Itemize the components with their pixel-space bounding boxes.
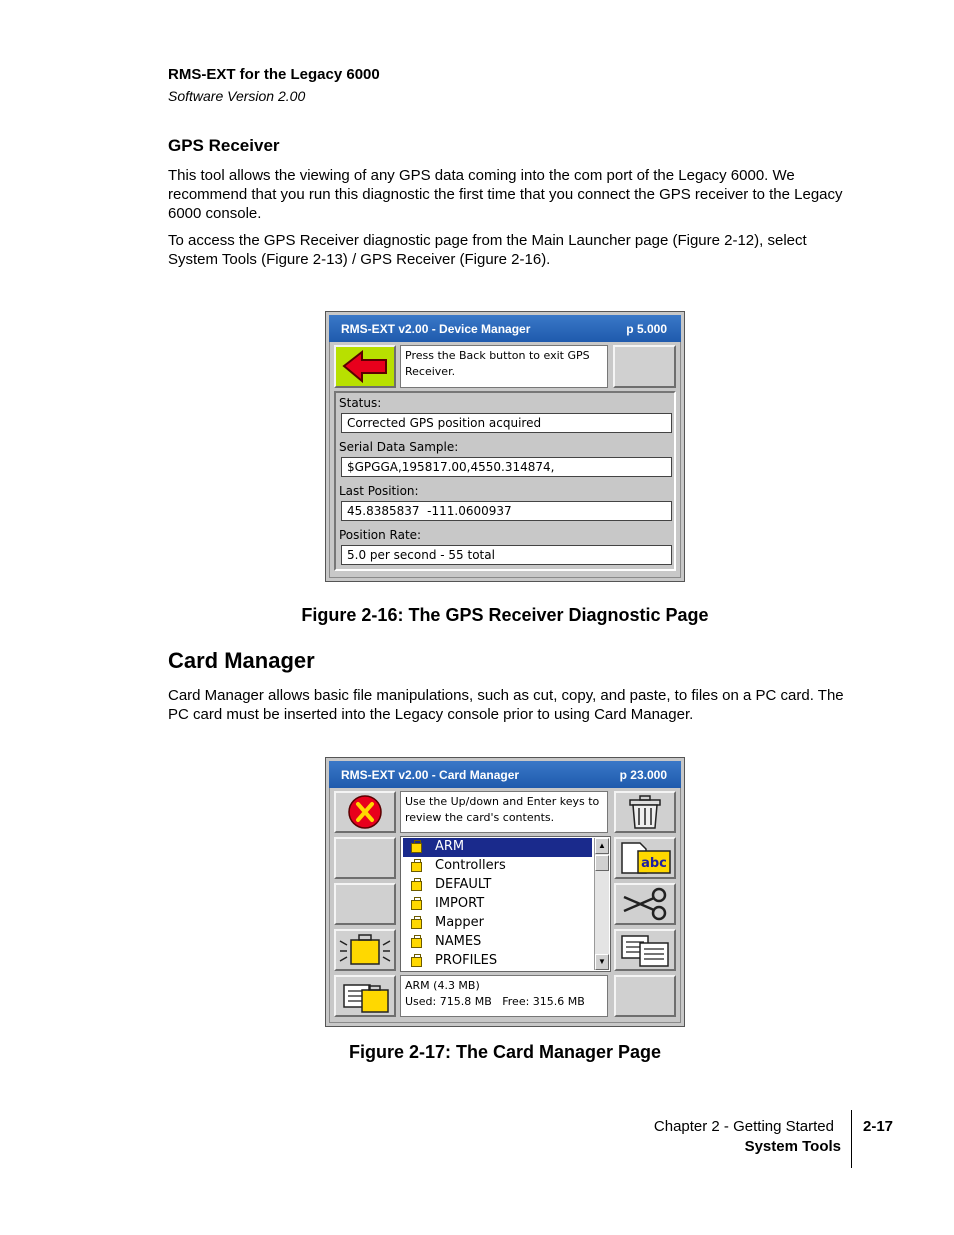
serial-data-field: $GPGGA,195817.00,4550.314874,	[341, 457, 672, 477]
folder-item[interactable]: Controllers	[403, 857, 592, 876]
serial-data-label: Serial Data Sample:	[339, 440, 459, 454]
status-field: Corrected GPS position acquired	[341, 413, 672, 433]
trash-can-icon	[616, 793, 674, 831]
card-usage: Used: 715.8 MB Free: 315.6 MB	[405, 995, 585, 1008]
scissors-icon	[616, 885, 674, 923]
rename-button[interactable]	[614, 837, 676, 879]
card-manager-heading: Card Manager	[168, 648, 315, 673]
red-x-icon	[336, 793, 394, 831]
card-window-title: RMS-EXT v2.00 - Card Manager	[341, 768, 520, 782]
cut-button[interactable]	[614, 883, 676, 925]
folder-item[interactable]: IMPORT	[403, 895, 592, 914]
last-position-field: 45.8385837 -111.0600937	[341, 501, 672, 521]
gps-paragraph-2: To access the GPS Receiver diagnostic page from the Main Launcher page (Figure 2-12), select System Tools (Figure 2-13) / GPS Receiver (Figure 2-16).	[168, 232, 807, 268]
card-page-number: p 23.000	[619, 768, 667, 782]
folder-icon	[411, 957, 422, 967]
card-info-box	[400, 975, 608, 1017]
delete-button[interactable]	[614, 791, 676, 833]
gps-window-title: RMS-EXT v2.00 - Device Manager	[341, 322, 531, 336]
folder-icon	[411, 919, 422, 929]
cancel-button[interactable]	[334, 791, 396, 833]
footer-section: System Tools	[744, 1138, 841, 1155]
running-header-subtitle: Software Version 2.00	[168, 88, 306, 104]
gps-instruction-message: Press the Back button to exit GPS Receiver.	[400, 345, 608, 388]
folder-item[interactable]: ARM	[403, 838, 592, 857]
card-blank-button-2[interactable]	[334, 883, 396, 925]
gps-receiver-screenshot	[325, 311, 685, 582]
gps-paragraph-1: This tool allows the viewing of any GPS data coming into the com port of the Legacy 6000. We recommend that you run this diagnostic the first time that you connect the GPS receiver to the Legacy 6000 console.	[168, 167, 843, 222]
folder-copy-icon	[336, 977, 394, 1015]
position-rate-label: Position Rate:	[339, 528, 422, 542]
folder-highlight-icon	[336, 931, 394, 969]
card-manager-paragraph: Card Manager allows basic file manipulations, such as cut, copy, and paste, to files on a PC card. The PC card must be inserted into the Legacy console prior to using Card Manager.	[168, 687, 844, 723]
last-position-label: Last Position:	[339, 484, 419, 498]
gps-titlebar	[329, 315, 681, 342]
folder-list-scrollbar[interactable]	[594, 838, 609, 970]
footer-page-number: 2-17	[863, 1118, 894, 1135]
paste-button[interactable]	[614, 929, 676, 971]
gps-status-group	[334, 391, 676, 571]
folder-item[interactable]: Mapper	[403, 914, 592, 933]
card-titlebar	[329, 761, 681, 788]
selected-folder-size: ARM (4.3 MB)	[405, 979, 480, 992]
card-blank-button-3[interactable]	[614, 975, 676, 1017]
footer-chapter: Chapter 2 - Getting Started	[653, 1118, 834, 1135]
folder-icon	[411, 900, 422, 910]
gps-receiver-heading: GPS Receiver	[168, 136, 280, 155]
paste-documents-icon	[616, 931, 674, 969]
gps-page-number: p 5.000	[626, 322, 667, 336]
folder-icon	[411, 843, 422, 853]
back-arrow-icon	[336, 347, 394, 386]
card-instruction-message: Use the Up/down and Enter keys to review the card's contents.	[400, 791, 608, 833]
copy-folder-button[interactable]	[334, 975, 396, 1017]
scroll-down-icon[interactable]: ▼	[595, 954, 609, 970]
folder-list[interactable]	[400, 836, 611, 972]
status-label: Status:	[339, 396, 382, 410]
gps-blank-button[interactable]	[613, 345, 676, 388]
figure-caption-2-17: Figure 2-17: The Card Manager Page	[348, 1042, 662, 1062]
running-header-title: RMS-EXT for the Legacy 6000	[168, 66, 380, 83]
svg-text:abc: abc	[641, 856, 667, 871]
folder-icon	[411, 862, 422, 872]
card-blank-button-1[interactable]	[334, 837, 396, 879]
position-rate-field: 5.0 per second - 55 total	[341, 545, 672, 565]
scroll-thumb[interactable]	[595, 855, 609, 871]
folder-item[interactable]: DEFAULT	[403, 876, 592, 895]
back-button[interactable]	[334, 345, 396, 388]
card-manager-screenshot	[325, 757, 685, 1027]
open-folder-button[interactable]	[334, 929, 396, 971]
folder-icon	[411, 881, 422, 891]
folder-item[interactable]: PROFILES	[403, 952, 592, 971]
footer-divider	[851, 1110, 852, 1168]
figure-caption-2-16: Figure 2-16: The GPS Receiver Diagnostic Page	[301, 605, 709, 625]
rename-abc-icon	[616, 839, 674, 877]
folder-item[interactable]: NAMES	[403, 933, 592, 952]
folder-icon	[411, 938, 422, 948]
scroll-up-icon[interactable]: ▲	[595, 838, 609, 854]
